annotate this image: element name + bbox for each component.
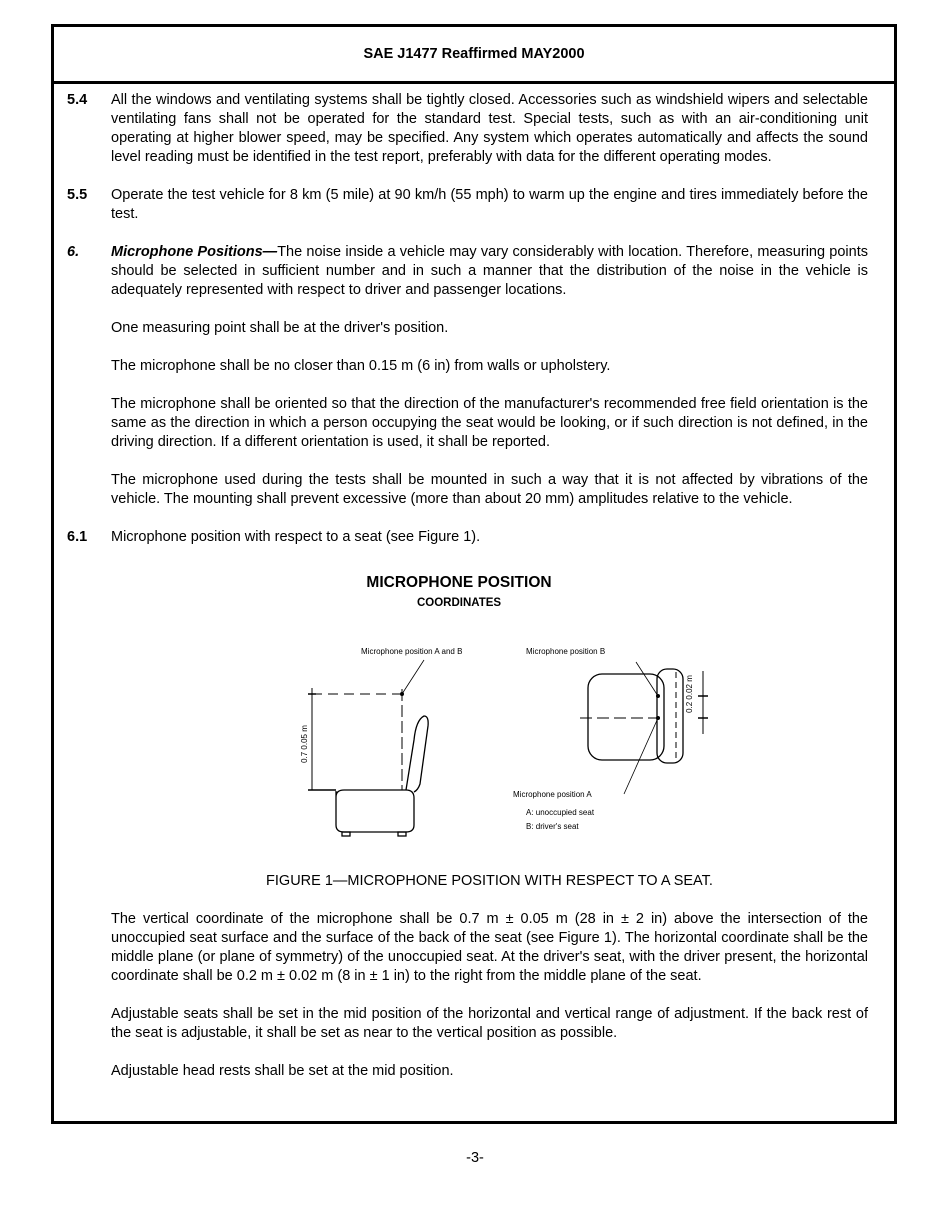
paragraph: One measuring point shall be at the driver's position. [111, 320, 449, 336]
section-title: Microphone Positions— [111, 244, 278, 260]
figure-1 [54, 566, 894, 866]
leader-line-a [624, 718, 658, 794]
section-number: 6. [67, 244, 80, 260]
section-text: The noise inside a vehicle may vary considerably with location. Therefore, measuring points should be selected in sufficient number and in such a manner that the distribution of the noise in the vehicle is adequately represented with respect to driver and passenger locations. [111, 244, 868, 298]
figure-title: MICROPHONE POSITION [366, 574, 552, 591]
top-view-seat [588, 669, 683, 763]
leader-line-b [636, 662, 658, 696]
paragraph: The vertical coordinate of the microphone shall be 0.7 m ± 0.05 m (28 in ± 2 in) above the intersection of the unoccupied seat surface and the surface of the back of the seat (see Figure 1). The horizontal coordinate shall be the middle plane (or plane of symmetry) of the unoccupied seat. At the driver's seat, with the driver present, the horizontal coordinate shall be 0.2 m ± 0.02 m (8 in ± 1 in) to the right from the middle plane of the seat. [111, 911, 868, 984]
section-5-4 [54, 91, 894, 167]
page-number: -3- [466, 1150, 484, 1166]
page-content [54, 91, 894, 1100]
label-position-b: Microphone position B [526, 647, 606, 656]
legend-drivers-seat: B: driver's seat [526, 822, 579, 831]
section-6 [54, 243, 894, 300]
page-frame [51, 24, 897, 1124]
horizontal-dimension-label: 0.2 0.02 m [685, 675, 694, 713]
paragraph: The microphone used during the tests shall be mounted in such a way that it is not affected by vibrations of the vehicle. The mounting shall prevent excessive (more than about 20 mm) amplitudes relative to the vehicle. [111, 472, 868, 507]
legend-unoccupied-seat: A: unoccupied seat [526, 808, 595, 817]
microphone-position-diagram [274, 566, 694, 856]
leader-line-ab [402, 660, 424, 694]
section-number: 5.5 [67, 187, 88, 203]
paragraph: The microphone shall be no closer than 0.15 m (6 in) from walls or upholstery. [111, 358, 611, 374]
vertical-dimension-label: 0.7 0.05 m [300, 725, 309, 763]
paragraph: The microphone shall be oriented so that the direction of the manufacturer's recommended free field orientation is the same as the direction in which a person occupying the seat would be looking, or if such direction is not defined, in the driving direction. If a different orientation is used, it shall be reported. [111, 396, 868, 450]
section-text: All the windows and ventilating systems shall be tightly closed. Accessories such as windshield wipers and selectable ventilating fans shall not be operated for the standard test. Special tests, such as with an air-conditioning unit operating at higher blower speed, may be specified. Any system which operates automatically and affects the sound level reading must be identified in the test report, preferably with data for the different operating modes. [111, 92, 868, 165]
side-view-seat [336, 716, 428, 836]
section-number: 5.4 [67, 92, 88, 108]
document-title: SAE J1477 Reaffirmed MAY2000 [363, 46, 585, 62]
section-text: Operate the test vehicle for 8 km (5 mile) at 90 km/h (55 mph) to warm up the engine and tires immediately before the test. [111, 187, 868, 222]
label-position-a: Microphone position A [513, 790, 592, 799]
section-number: 6.1 [67, 529, 88, 545]
paragraph: Adjustable head rests shall be set at the mid position. [111, 1063, 454, 1079]
figure-caption: FIGURE 1—MICROPHONE POSITION WITH RESPECT TO A SEAT. [266, 873, 713, 889]
section-6-1 [54, 528, 894, 547]
section-text: Microphone position with respect to a seat (see Figure 1). [111, 529, 481, 545]
label-position-a-and-b: Microphone position A and B [361, 647, 463, 656]
section-5-5 [54, 186, 894, 224]
page-header [54, 27, 894, 84]
figure-subtitle: COORDINATES [416, 597, 502, 609]
paragraph: Adjustable seats shall be set in the mid position of the horizontal and vertical range of adjustment. If the back rest of the seat is adjustable, it shall be set as near to the vertical position as possible. [111, 1006, 868, 1041]
